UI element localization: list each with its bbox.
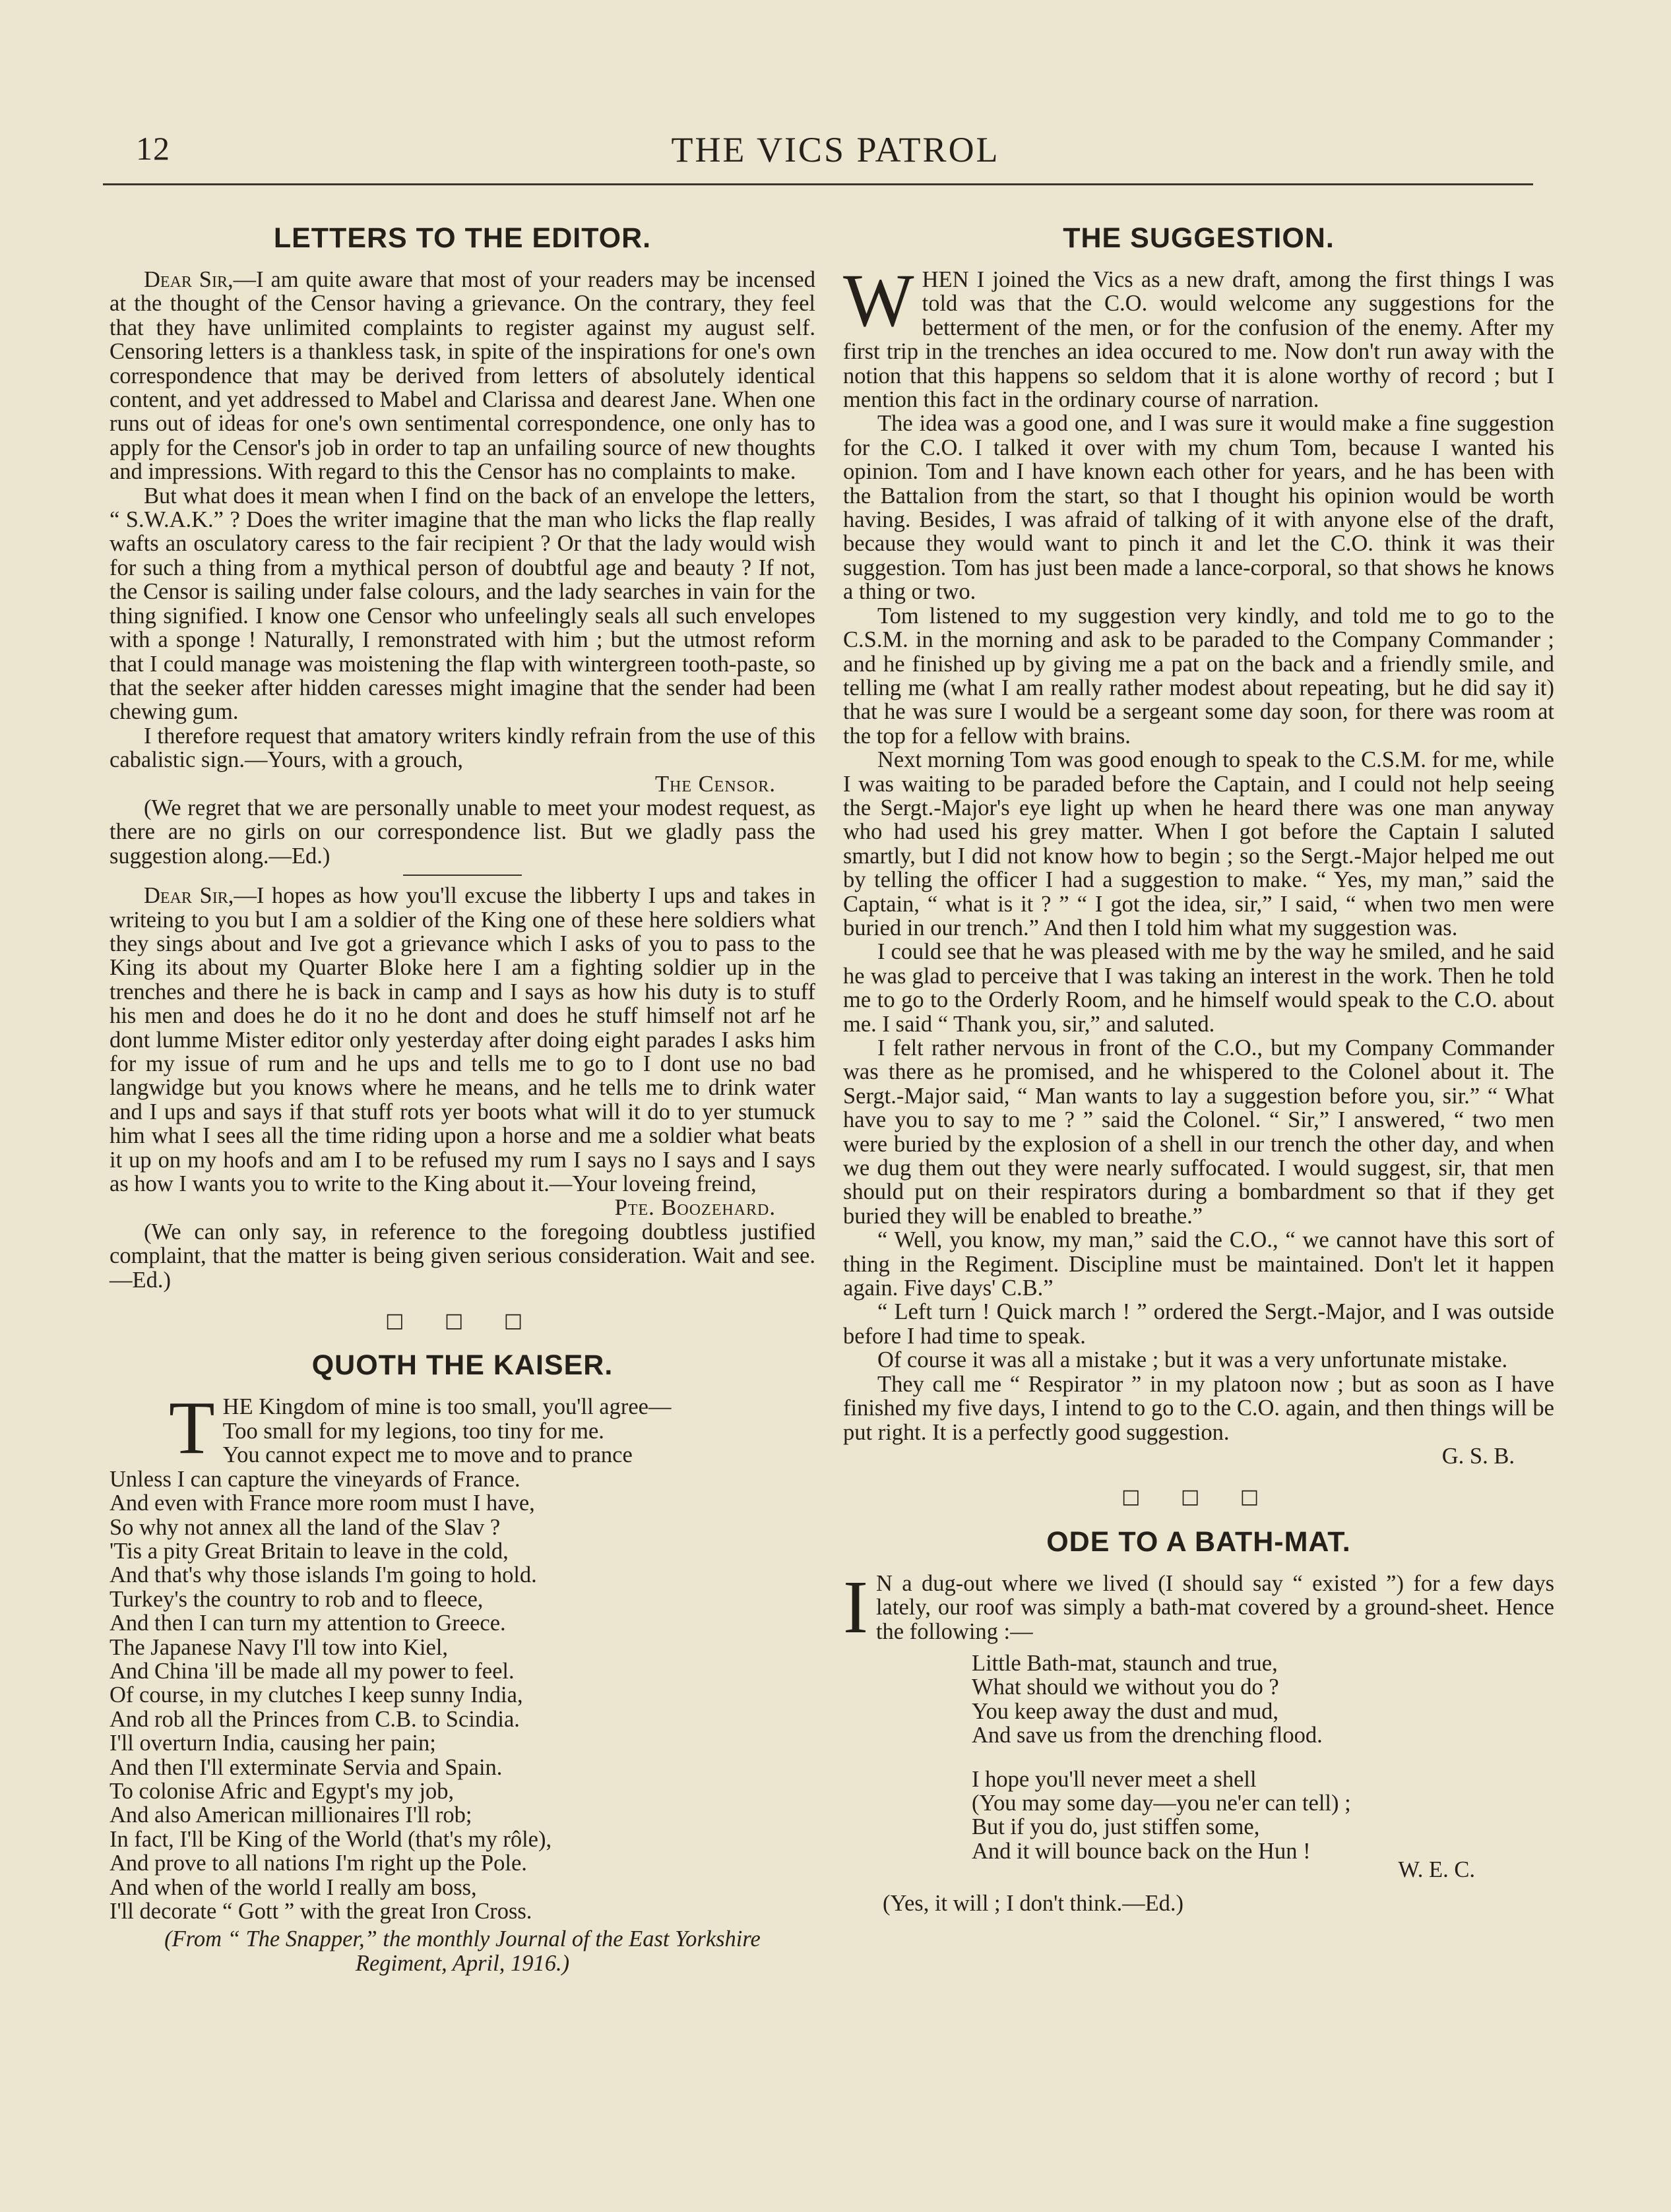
- signature: G. S. B.: [1441, 1443, 1515, 1469]
- salutation: Dear Sir,: [144, 267, 234, 292]
- publication-title: THE VICS PATROL: [671, 130, 1000, 169]
- poem-line: You keep away the dust and mud,: [972, 1698, 1279, 1724]
- stanza-gap: [972, 1748, 1554, 1767]
- letter-boozehard: [110, 884, 815, 1292]
- kaiser-poem: [110, 1386, 815, 1924]
- section-separator: □ □ □: [385, 1309, 540, 1333]
- poem-line: And then I'll exterminate Servia and Spain.: [110, 1754, 503, 1780]
- story-paragraph: “ Well, you know, my man,” said the C.O., “ we cannot have this sort of thing in the Regiment. Discipline must be maintained. Don't let it happen again. Five days' C.B.”: [843, 1227, 1554, 1301]
- poem-line: 'Tis a pity Great Britain to leave in the cold,: [110, 1538, 509, 1564]
- story-paragraph: “ Left turn ! Quick march ! ” ordered the Sergt.-Major, and I was outside before I had time to speak.: [843, 1299, 1554, 1349]
- letter-censor: [110, 268, 815, 868]
- drop-cap: T: [169, 1386, 215, 1470]
- story-paragraph: [843, 259, 1554, 413]
- poem-line: And rob all the Princes from C.B. to Scindia.: [110, 1706, 520, 1732]
- editor-note: (We regret that we are personally unable to meet your modest request, as there are no girls on our correspondence list. But we gladly pass the suggestion along.—Ed.): [110, 795, 815, 869]
- letter-paragraph: [110, 884, 815, 1196]
- letter-paragraph: I therefore request that amatory writers kindly refrain from the use of this cabalistic sign.—Yours, with a grouch,: [110, 723, 815, 773]
- poem-line: And China 'ill be made all my power to feel.: [110, 1658, 515, 1684]
- poem-line: And that's why those islands I'm going to hold.: [110, 1562, 537, 1588]
- letters-title: LETTERS TO THE EDITOR.: [273, 222, 652, 254]
- paragraph-text: HEN I joined the Vics as a new draft, among the first things I was told was that the C.O. would welcome any suggestions for the betterment of the men, or for the confusion of the enemy. After my first trip in the trenches an idea occured to me. Now don't run away with the notion that this happens so seldom that it is alone worthy of record ; but I mention this fact in the ordinary course of narration.: [843, 267, 1554, 413]
- suggestion-story: [843, 259, 1554, 1469]
- poem-line: To colonise Afric and Egypt's my job,: [110, 1778, 455, 1804]
- editor-note: (Yes, it will ; I don't think.—Ed.): [883, 1890, 1184, 1916]
- editor-note: (We can only say, in reference to the foregoing doubtless justified complaint, that the matter is being given serious consideration. Wait and see.—Ed.): [110, 1219, 815, 1293]
- poem-line: And prove to all nations I'm right up the Pole.: [110, 1851, 527, 1876]
- poem-line: And also American millionaires I'll rob;: [110, 1802, 472, 1828]
- credit-line: Regiment, April, 1916.): [355, 1950, 570, 1976]
- signature: W. E. C.: [1398, 1857, 1475, 1883]
- poem-line: What should we without you do ?: [972, 1674, 1279, 1700]
- drop-cap: I: [843, 1564, 868, 1649]
- story-paragraph: I felt rather nervous in front of the C.O., but my Company Commander was there as he promised, and he whispered to the Colonel about it. The Sergt.-Major said, “ Man wants to lay a suggestion before you, sir.” “ What have you to say to me ? ” said the Colonel. “ Sir,” I answered, “ two men were buried by the explosion of a shell in our trench the other day, and when we dug them out they were nearly suffocated. I would suggest, sir, that men should put on their respirators during a bombardment so that if they get buried they will be enabled to breathe.”: [843, 1035, 1554, 1229]
- story-paragraph: Of course it was all a mistake ; but it was a very unfortunate mistake.: [877, 1347, 1508, 1373]
- letter-paragraph: [110, 268, 815, 484]
- poem-line: I'll overturn India, causing her pain;: [110, 1731, 436, 1756]
- poem-line: And then I can turn my attention to Greece.: [110, 1611, 506, 1636]
- ode-poem: [843, 1651, 1554, 1863]
- poem-credit: [110, 1927, 815, 1975]
- salutation: Dear Sir,: [144, 883, 234, 909]
- story-paragraph: Tom listened to my suggestion very kindly, and told me to go to the C.S.M. in the morning and ask to be paraded to the Company Commander ; and he finished up by giving me a pat on the back and a friendly smile, and telling me (what I am really rather modest about repeating, but he did say it) that he was sure I would be a sergeant some day soon, for there was room at the top for a fellow with brains.: [843, 603, 1554, 749]
- letter-paragraph: But what does it mean when I find on the back of an envelope the letters, “ S.W.A.K.” ? Does the writer imagine that the man who licks the flap really wafts an osculatory caress to the fair recipient ? Or that the lady would wish for such a thing from a mythical person of doubtful age and beauty ? If not, the Censor is sailing under false colours, and the lady searches in vain for the thing signified. I know one Censor who unfeelingly seals all such envelopes with a sponge ! Naturally, I remonstrated with him ; but the utmost reform that I could manage was moistening the flap with wintergreen tooth-paste, so that the seeker after hidden caresses might imagine that the sender had been chewing gum.: [110, 483, 815, 725]
- poem-line: And it will bounce back on the Hun !: [972, 1838, 1311, 1864]
- paragraph-text: —I hopes as how you'll excuse the libberty I ups and takes in writeing to you but I am a soldier of the King one of these here soldiers what they sings about and Ive got a grievance which I asks of you to pass to the King its about my Quarter Bloke here I am a fighting soldier up in the trenches and there he is back in camp and I says as how his duty is to stuff his men and does he do it no he dont and does he stuff himself not arf he dont lumme Mister editor only yesterday after doing eight parades I asks him for my issue of rum and he ups and tells me to go to I dont use no bad langwidge but you knows where he means, and he tells me to drink water and I ups and says if that stuff rots yer boots what will it do to yer stumuck him what I sees all the time riding upon a horse and me a soldier what beats it up on my hoofs and am I to be refused my rum I says no I says and I says as how I wants you to write to the King about it.—Your loveing freind,: [110, 883, 815, 1197]
- story-paragraph: They call me “ Respirator ” in my platoon now ; but as soon as I have finished my five days, I intend to go to the C.O. again, and then things will be put right. It is a perfectly good suggestion.: [843, 1371, 1554, 1445]
- suggestion-title: THE SUGGESTION.: [1063, 222, 1335, 254]
- story-paragraph: The idea was a good one, and I was sure it would make a fine suggestion for the C.O. I talked it over with my chum Tom, because I wanted his opinion. Tom and I have known each other for years, and he has been with the Battalion from the start, so that I thought his opinion would be worth having. Besides, I was afraid of talking of it with anyone else of the draft, because they would want to pinch it and let the C.O. think it was their suggestion. Tom has just been made a lance-corporal, so that shows he knows a thing or two.: [843, 411, 1554, 605]
- poem-line: Turkey's the country to rob and to fleece,: [110, 1586, 484, 1612]
- poem-line: And save us from the drenching flood.: [972, 1723, 1323, 1748]
- poem-line: Little Bath-mat, staunch and true,: [972, 1650, 1278, 1676]
- poem-line: So why not annex all the land of the Slav ?: [110, 1514, 501, 1540]
- poem-line: And even with France more room must I have,: [110, 1490, 535, 1516]
- credit-line: (From “ The Snapper,” the monthly Journal of the East Yorkshire: [164, 1926, 761, 1952]
- poem-line: But if you do, just stiffen some,: [972, 1814, 1260, 1840]
- poem-line: The Japanese Navy I'll tow into Kiel,: [110, 1634, 449, 1660]
- poem-line: I hope you'll never meet a shell: [972, 1766, 1257, 1792]
- page-number: 12: [136, 130, 170, 167]
- right-column: [843, 206, 1554, 1915]
- poem-line: Too small for my legions, too tiny for me.: [222, 1418, 604, 1444]
- header-rule: [103, 183, 1533, 185]
- divider: [403, 875, 522, 876]
- signature: Pte. Boozehard.: [614, 1195, 776, 1221]
- ode-intro: [843, 1564, 1554, 1649]
- poem-line: (You may some day—you ne'er can tell) ;: [972, 1790, 1351, 1816]
- paragraph-text: —I am quite aware that most of your readers may be incensed at the thought of the Censor having a grievance. On the contrary, they feel that they have unlimited complaints to register against my august self. Censoring letters is a thankless task, in spite of the inspirations for one's own correspondence that may be derived from letters of absolutely identical content, and yet addressed to Mabel and Clarissa and dearest Jane. When one runs out of ideas for one's own sentimental correspondence, one only has to apply for the Censor's job in order to tap an unfailing source of new thoughts and impressions. With regard to this the Censor has no complaints to make.: [110, 267, 815, 485]
- paragraph-text: N a dug-out where we lived (I should say “ existed ”) for a few days lately, our roof was simply a bath-mat covered by a ground-sheet. Hence the following :—: [875, 1570, 1554, 1644]
- left-column: [110, 206, 815, 1975]
- poem-line: And when of the world I really am boss,: [110, 1874, 477, 1900]
- ode-title: ODE TO A BATH-MAT.: [1046, 1525, 1351, 1558]
- drop-cap: W: [843, 259, 914, 342]
- signature: The Censor.: [654, 771, 776, 797]
- poem-line: Unless I can capture the vineyards of France.: [110, 1466, 520, 1492]
- story-paragraph: Next morning Tom was good enough to speak to the C.S.M. for me, while I was waiting to be paraded before the Captain, and I could not help seeing the Sergt.-Major's eye light up when he heard there was one man anyway who had used his grey matter. When I got before the Captain I saluted smartly, but I did not know how to begin ; so the Sergt.-Major helped me out by telling the officer I had a suggestion to make. “ Yes, my man,” said the Captain, “ what is it ? ” “ I got the idea, sir,” I said, “ when two men were buried in our trench.” And then I told him what my suggestion was.: [843, 747, 1554, 940]
- poem-line: Of course, in my clutches I keep sunny India,: [110, 1682, 523, 1708]
- poem-line: You cannot expect me to move and to prance: [222, 1442, 633, 1468]
- poem-line: HE Kingdom of mine is too small, you'll agree—: [222, 1394, 672, 1420]
- section-separator: □ □ □: [1121, 1485, 1277, 1509]
- kaiser-title: QUOTH THE KAISER.: [311, 1349, 614, 1382]
- story-paragraph: I could see that he was pleased with me by the way he smiled, and he said he was glad to perceive that I was taking an interest in the work. Then he told me to go to the Orderly Room, and he himself would speak to the C.O. about me. I said “ Thank you, sir,” and saluted.: [843, 939, 1554, 1037]
- poem-line: I'll decorate “ Gott ” with the great Iron Cross.: [110, 1899, 532, 1924]
- poem-line: In fact, I'll be King of the World (that's my rôle),: [110, 1826, 552, 1852]
